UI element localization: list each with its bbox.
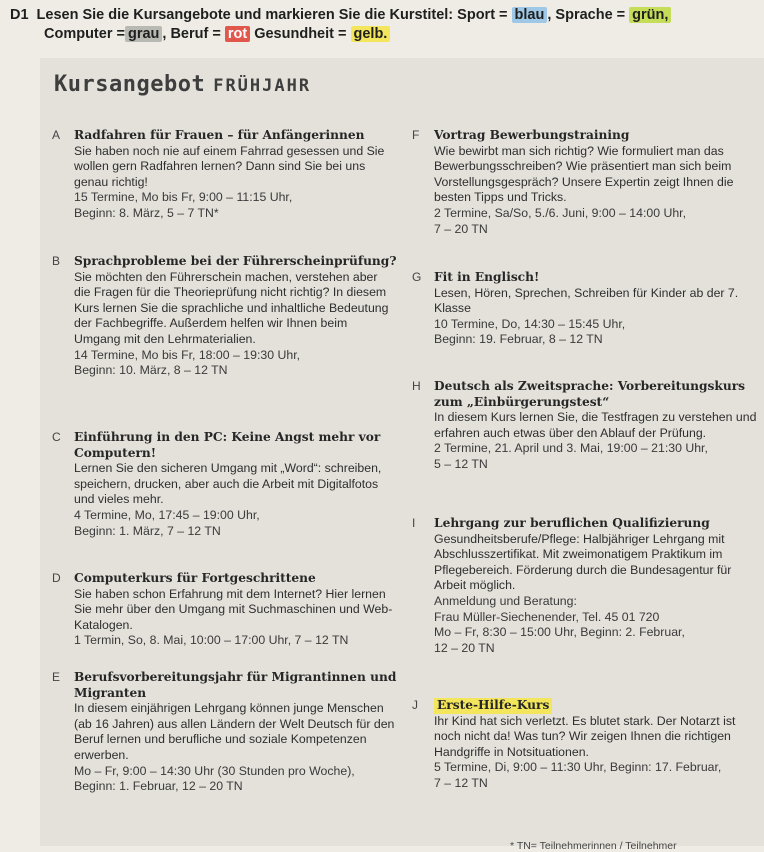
course-description: Sie haben noch nie auf einem Fahrrad gesessen und Sie wollen gern Radfahren lernen? Dann sind Sie bei uns genau richtig!: [74, 143, 385, 189]
course-schedule: 1 Termin, So, 8. Mai, 10:00 – 17:00 Uhr, 7 – 12 TN: [74, 633, 349, 648]
sheet-title-main: Kursangebot: [54, 72, 206, 97]
course-a: [52, 128, 397, 222]
beruf-color-highlight: rot: [225, 26, 250, 42]
course-contact: Frau Müller-Siechenender, Tel. 45 01 720: [434, 609, 660, 624]
gesundheit-label: Gesundheit =: [250, 26, 351, 42]
course-start: 7 – 20 TN: [434, 221, 488, 236]
course-start: Beginn: 8. März, 5 – 7 TN*: [74, 205, 219, 220]
course-description: Lernen Sie den sicheren Umgang mit „Word“: schreiben, speichern, drucken, aber auch die Arbeit mit Digitalfotos und vieles mehr.: [74, 461, 382, 507]
sport-color-highlight: blau: [512, 7, 548, 23]
course-title: Computerkurs für Fortgeschrittene: [74, 571, 316, 585]
course-letter: B: [52, 254, 61, 268]
course-title: Sprachprobleme bei der Führerscheinprüfung?: [74, 254, 397, 268]
task-line1-sep: , Sprache =: [547, 7, 630, 23]
course-j: [412, 698, 758, 792]
task-line-1: [10, 6, 754, 25]
course-h: [412, 379, 758, 473]
computer-color-highlight: grau: [125, 26, 162, 42]
course-schedule: 14 Termine, Mo bis Fr, 18:00 – 19:30 Uhr,: [74, 347, 301, 362]
course-description: Gesundheitsberufe/Pflege: Halbjähriger Lehrgang mit Abschlusszertifikat. Mit zweimonatigem Praktikum im Pflegebereich. Förderung durch die Bundesagentur für Arbeit möglich.: [434, 531, 732, 593]
course-registration-label: Anmeldung und Beratung:: [434, 593, 577, 608]
course-letter: A: [52, 128, 61, 142]
beruf-label: , Beruf =: [162, 26, 225, 42]
course-letter: H: [412, 379, 421, 393]
course-letter: C: [52, 430, 61, 444]
course-title: Deutsch als Zweitsprache: Vorbereitungskurs zum „Einbürgerungstest“: [434, 379, 746, 409]
course-title: Radfahren für Frauen – für Anfängerinnen: [74, 128, 365, 142]
task-line-2: [10, 25, 754, 44]
course-letter: J: [412, 698, 418, 712]
course-start: Beginn: 19. Februar, 8 – 12 TN: [434, 332, 603, 347]
course-letter: E: [52, 670, 61, 684]
course-title: Berufsvorbereitungsjahr für Migrantinnen und Migranten: [74, 670, 397, 700]
course-schedule: 4 Termine, Mo, 17:45 – 19:00 Uhr,: [74, 507, 260, 522]
course-sheet: [40, 58, 764, 852]
course-c: [52, 430, 397, 539]
course-description: Sie möchten den Führerschein machen, verstehen aber die Fragen für die Theorieprüfung nicht richtig? In diesem Kurs lernen Sie die sprachliche und inhaltliche Bedeutung der Fachbegriffe. Außerdem helfen wir Ihnen beim Umgang mit den Lehrmaterialien.: [74, 269, 389, 346]
course-description: Sie haben schon Erfahrung mit dem Internet? Hier lernen Sie mehr über den Umgang mit Suchmaschinen und Web-Katalogen.: [74, 586, 393, 632]
sprache-color-highlight: grün,: [629, 7, 671, 23]
course-schedule: 15 Termine, Mo bis Fr, 9:00 – 11:15 Uhr,: [74, 190, 293, 205]
course-start: Beginn: 10. März, 8 – 12 TN: [74, 363, 228, 378]
course-schedule: 10 Termine, Do, 14:30 – 15:45 Uhr,: [434, 316, 626, 331]
task-number: D1: [10, 7, 29, 23]
course-start: Beginn: 1. Februar, 12 – 20 TN: [74, 779, 243, 794]
course-schedule: 2 Termine, Sa/So, 5./6. Juni, 9:00 – 14:00 Uhr,: [434, 205, 687, 220]
course-title: Fit in Englisch!: [434, 270, 540, 284]
course-g: [412, 270, 758, 348]
course-start: 5 – 12 TN: [434, 456, 488, 471]
task-line1-prefix: Lesen Sie die Kursangebote und markieren Sie die Kurstitel: Sport =: [36, 7, 512, 23]
course-title: Erste-Hilfe-Kurs: [434, 698, 552, 714]
course-f: [412, 128, 758, 237]
course-i: [412, 516, 758, 656]
course-description: Ihr Kind hat sich verletzt. Es blutet stark. Der Notarzt ist noch nicht da! Was tun? Wir zeigen Ihnen die richtigen Handgriffe in Notsituationen.: [434, 713, 736, 759]
course-description: In diesem Kurs lernen Sie, die Testfragen zu verstehen und erfahren auch etwas über den Ablauf der Prüfung.: [434, 410, 757, 440]
course-schedule: Mo – Fr, 8:30 – 15:00 Uhr, Beginn: 2. Februar,: [434, 625, 685, 640]
gesundheit-color-highlight: gelb.: [351, 26, 391, 42]
course-schedule: 5 Termine, Di, 9:00 – 11:30 Uhr, Beginn: 17. Februar,: [434, 760, 722, 775]
task-instruction: [10, 6, 754, 44]
course-title: Einführung in den PC: Keine Angst mehr vor Computern!: [74, 430, 381, 460]
course-schedule: 2 Termine, 21. April und 3. Mai, 19:00 – 21:30 Uhr,: [434, 441, 708, 456]
course-participants: 7 – 12 TN: [434, 775, 488, 790]
course-d: [52, 571, 397, 649]
course-description: Wie bewirbt man sich richtig? Wie formuliert man das Bewerbungsschreiben? Wie präsentiert man sich beim Vorstellungsgespräch? Unsere Expertin zeigt Ihnen die besten Tipps und Tricks.: [434, 143, 734, 205]
course-start: Beginn: 1. März, 7 – 12 TN: [74, 523, 221, 538]
course-participants: 12 – 20 TN: [434, 640, 495, 655]
course-b: [52, 254, 397, 379]
course-e: [52, 670, 397, 795]
sheet-title-season: FRÜHJAHR: [213, 76, 312, 96]
course-description: In diesem einjährigen Lehrgang können junge Menschen (ab 16 Jahren) aus allen Ländern der Welt Deutsch für den Beruf lernen und berufliche und soziale Kompetenzen erwerben.: [74, 701, 395, 762]
sheet-title: [54, 72, 311, 97]
footnote: * TN= Teilnehmerinnen / Teilnehmer: [510, 840, 677, 852]
course-title: Vortrag Bewerbungstraining: [434, 128, 630, 142]
course-letter: D: [52, 571, 61, 585]
course-schedule: Mo – Fr, 9:00 – 14:30 Uhr (30 Stunden pro Woche),: [74, 763, 355, 778]
course-letter: G: [412, 270, 422, 284]
course-description: Lesen, Hören, Sprechen, Schreiben für Kinder ab der 7. Klasse: [434, 285, 739, 316]
task-line2-prefix: Computer =: [44, 26, 125, 42]
course-letter: I: [412, 516, 416, 530]
course-letter: F: [412, 128, 420, 142]
course-title: Lehrgang zur beruflichen Qualifizierung: [434, 516, 710, 530]
